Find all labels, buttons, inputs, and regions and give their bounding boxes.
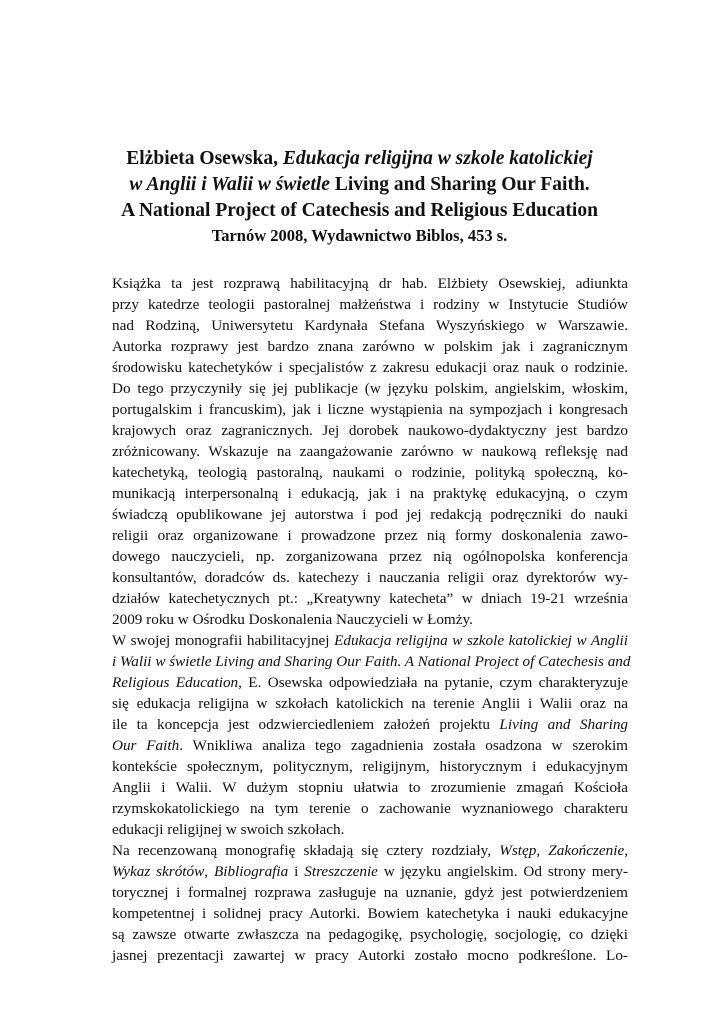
text-line: jasnej prezentacji zawartej w pracy Autorki zostało mocno podkreślone. Lo- [112,947,628,964]
text-run: . Wnikliwa analiza tego zagadnienia została osadzona w szerokim [179,737,628,754]
text-line [91,840,628,861]
paragraph-2 [91,630,631,840]
text-run: ile ta koncepcja jest odzwierciedleniem założeń projektu [112,716,500,733]
text-line: działów katechetycznych pt.: „Kreatywny katecheta” w dniach 19-21 września [112,590,628,607]
book-title-italic: Religious Education [112,674,239,691]
text-line [91,630,628,651]
review-heading [60,146,659,248]
paragraph-1 [91,273,628,630]
section-name-italic: Wykaz skrótów [112,863,205,880]
section-name-italic: Streszczenie [304,863,378,880]
book-title-part: Living and Sharing Our Faith. [329,174,590,195]
text-line: edukacji religijnej w swoich szkołach. [112,821,345,838]
text-run: , [536,842,549,859]
book-title-italic: Edukacja religijna w szkole katolickiej w Anglii [334,632,628,649]
heading-line-2 [60,172,659,198]
text-line: dowego nauczycieli, np. zorganizowana przez nią ogólnopolska konferencja [112,548,628,565]
book-title-part: w Anglii i Walii w świetle [129,174,330,195]
text-run: Na recenzowaną monografię składają się cztery rozdziały, [112,842,500,859]
text-line: torycznej i formalnej rozprawa zasługuje na uznanie, gdyż jest potwierdzeniem [112,884,628,901]
text-line: religii oraz organizowane i prowadzone przez nią formy doskonalenia zawo- [112,527,628,544]
section-name-italic: Wstęp [499,842,537,859]
text-line: nad Rodziną, Uniwersytetu Kardynała Stefana Wyszyńskiego w Warszawie. [112,317,628,334]
text-run: , E. Osewska odpowiedziała na pytanie, czym charakteryzuje [238,674,628,691]
section-name-italic: Zakończenie [548,842,625,859]
text-line: munikacją interpersonalną i edukacją, jak i na praktykę edukacyjną, o czym [112,485,628,502]
text-line: są zawsze otwarte zwłaszcza na pedagogikę, psychologię, socjologię, co dzięki [112,926,628,943]
publication-info: Tarnów 2008, Wydawnictwo Biblos, 453 s. [211,226,508,245]
project-title-italic: Living and Sharing [499,716,629,733]
heading-line-1 [60,146,659,172]
text-line: Autorka rozprawy jest bardzo znana zarówno w polskim jak i zagranicznym [112,338,628,355]
paragraph-3 [91,840,628,966]
text-run: , [204,863,214,880]
text-line: Książka ta jest rozprawą habilitacyjną dr hab. Elżbiety Osewskiej, adiunkta [112,275,628,292]
book-title-part: Edukacja religijna w szkole katolickiej [282,148,593,169]
text-line [91,735,628,756]
section-name-italic: Bibliografia [213,863,289,880]
text-run: w języku angielskim. Od strony mery- [377,863,629,880]
text-line [91,672,628,693]
text-line: Anglii i Walii. W dużym stopniu ułatwia to zrozumienie zmagań Kościoła [112,779,628,796]
text-line: kompetentnej i solidnej pracy Autorki. Bowiem katechetyka i nauki edukacyjne [112,905,628,922]
review-body [91,273,631,966]
heading-line-3: A National Project of Catechesis and Religious Education [121,200,598,221]
text-line: kontekście społecznym, politycznym, religijnym, historycznym i edukacyjnym [112,758,628,775]
text-line: portugalskim i francuskim), jak i liczne wystąpienia na sympozjach i kongresach [112,401,628,418]
text-line: konsultantów, doradców ds. katechezy i nauczania religii oraz dyrektorów wy- [112,569,628,586]
text-line: rzymskokatolickiego na tym terenie o zachowanie wyznaniowego charakteru [112,800,628,817]
text-line: środowisku katechetyków i specjalistów z zakresu edukacji oraz nauk o rodzinie. [112,359,628,376]
text-line: katechetyką, teologią pastoralną, naukami o rodzinie, polityką społeczną, ko- [112,464,628,481]
text-line: przy katedrze teologii pastoralnej małżeństwa i rodziny w Instytucie Studiów [112,296,628,313]
text-line: zróżnicowany. Wskazuje na zaangażowanie zarówno w naukową refleksję nad [112,443,628,460]
text-line: się edukacja religijna w szkołach katolickich na terenie Anglii i Walii oraz na [112,695,628,712]
text-run: , [624,842,628,859]
text-run: W swojej monografii habilitacyjnej [112,632,335,649]
project-title-italic: Our Faith [112,737,180,754]
text-line [91,714,628,735]
text-line: Do tego przyczyniły się jej publikacje (w języku polskim, angielskim, włoskim, [112,380,628,397]
book-title-italic: i Walii w świetle Living and Sharing Our Faith. A National Project of Catechesis and [112,653,631,670]
book-author: Elżbieta Osewska, [126,148,283,169]
text-line [91,861,628,882]
text-line: 2009 roku w Ośrodku Doskonalenia Nauczycieli w Łomży. [112,611,473,628]
text-run: i [288,863,305,880]
text-line: świadczą opublikowane jej autorstwa i pod jej redakcją podręczniki do nauki [112,506,628,523]
text-line: krajowych oraz zagranicznych. Jej dorobek naukowo-dydaktyczny jest bardzo [112,422,628,439]
